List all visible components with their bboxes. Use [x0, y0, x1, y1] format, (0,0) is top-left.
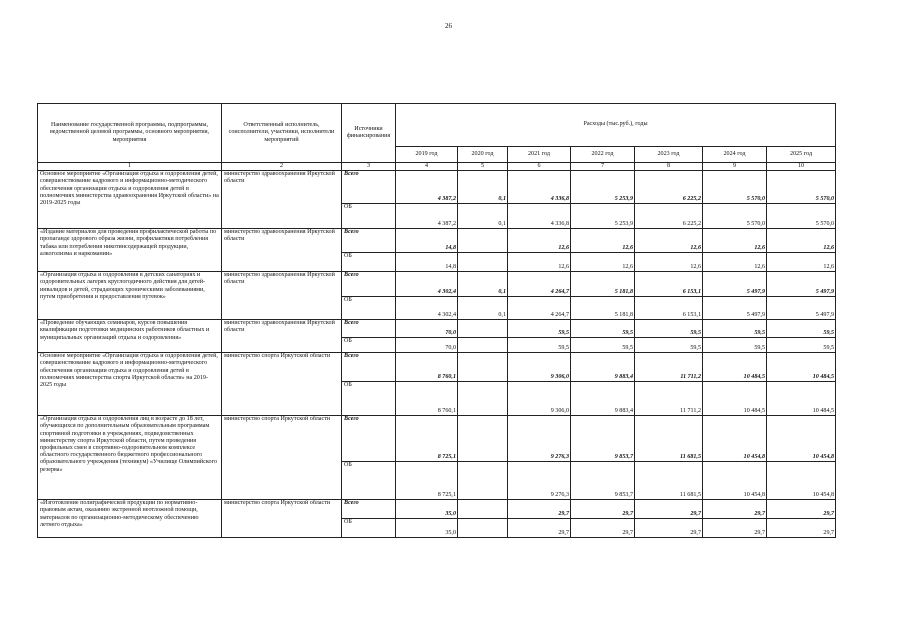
- total-value: 59,5: [767, 320, 836, 338]
- ob-value: 5 570,0: [703, 204, 767, 229]
- ob-value: 29,7: [703, 519, 767, 538]
- total-value: 29,7: [635, 500, 703, 519]
- executor: министерство здравоохранения Иркутской области: [222, 171, 342, 229]
- total-value: 6 153,1: [635, 272, 703, 297]
- source-ob-label: ОБ: [342, 253, 396, 272]
- total-value: 11 681,5: [635, 416, 703, 462]
- total-value: 35,0: [396, 500, 458, 519]
- header-year: 2024 год: [703, 147, 767, 163]
- ob-value: [458, 253, 508, 272]
- activity-name: «Организация отдыха и оздоровления лиц в возрасте до 18 лет, обучающихся по дополнительным образовательным программам спортивной подготовки в учреждениях, подведомственных министерству спорта Иркутской области, путем проведения профильных смен в спортивно-оздоровительном комплексе областного государственного бюджетного профессионального образовательного учреждения (техникум) «Училище Олимпийского резерва»: [38, 416, 222, 500]
- total-value: 10 484,5: [767, 353, 836, 382]
- column-number: 4: [396, 163, 458, 171]
- total-value: 4 302,4: [396, 272, 458, 297]
- total-value: 5 253,9: [571, 171, 635, 204]
- total-value: 59,5: [635, 320, 703, 338]
- header-name: Наименование государственной программы, подпрограммы, ведомственной целевой программы, основного мероприятия, мероприятия: [38, 104, 222, 163]
- total-value: 9 306,0: [508, 353, 571, 382]
- table-row: [38, 500, 836, 519]
- ob-value: 70,0: [396, 338, 458, 353]
- ob-value: 10 454,8: [703, 462, 767, 500]
- expenses-table: [37, 103, 836, 538]
- total-value: 10 454,8: [703, 416, 767, 462]
- total-value: 12,6: [767, 229, 836, 253]
- total-value: 10 454,8: [767, 416, 836, 462]
- source-total-label: Всего: [342, 353, 396, 382]
- activity-name: «Проведение обучающих семинаров, курсов повышения квалификации подготовки медицинских работников областных и муниципальных организаций отдыха и оздоровления»: [38, 320, 222, 353]
- total-value: 29,7: [508, 500, 571, 519]
- table-row: [38, 272, 836, 297]
- ob-value: 5 497,9: [703, 297, 767, 320]
- executor: министерство здравоохранения Иркутской области: [222, 229, 342, 272]
- total-value: 5 181,8: [571, 272, 635, 297]
- ob-value: 59,5: [571, 338, 635, 353]
- ob-value: 10 454,8: [767, 462, 836, 500]
- total-value: [458, 500, 508, 519]
- total-value: 12,6: [508, 229, 571, 253]
- total-value: 4 264,7: [508, 272, 571, 297]
- table-row: [38, 171, 836, 204]
- ob-value: 11 681,5: [635, 462, 703, 500]
- column-number: 7: [571, 163, 635, 171]
- total-value: 29,7: [767, 500, 836, 519]
- ob-value: 14,8: [396, 253, 458, 272]
- total-value: 5 570,0: [767, 171, 836, 204]
- activity-name: «Организация отдыха и оздоровления в детских санаториях и оздоровительных лагерях круглогодичного действия для детей-инвалидов и детей, страдающих хроническими заболеваниями, путем приобретения и предоставления путевок»: [38, 272, 222, 320]
- total-value: 9 276,3: [508, 416, 571, 462]
- total-value: 12,6: [703, 229, 767, 253]
- ob-value: 0,1: [458, 204, 508, 229]
- ob-value: [458, 338, 508, 353]
- header-year: 2023 год: [635, 147, 703, 163]
- header-expenses: Расходы (тыс.руб.), годы: [396, 104, 836, 147]
- total-value: 5 497,9: [767, 272, 836, 297]
- column-number: 6: [508, 163, 571, 171]
- header-year: 2019 год: [396, 147, 458, 163]
- ob-value: [458, 382, 508, 416]
- header-year: 2022 год: [571, 147, 635, 163]
- source-ob-label: ОБ: [342, 462, 396, 500]
- total-value: 59,5: [703, 320, 767, 338]
- ob-value: 29,7: [571, 519, 635, 538]
- ob-value: 9 883,4: [571, 382, 635, 416]
- ob-value: 59,5: [635, 338, 703, 353]
- page-number: 26: [445, 22, 452, 30]
- table-row: [38, 416, 836, 462]
- ob-value: 4 264,7: [508, 297, 571, 320]
- source-ob-label: ОБ: [342, 297, 396, 320]
- ob-value: 5 253,9: [571, 204, 635, 229]
- ob-value: [458, 519, 508, 538]
- table-row: [38, 353, 836, 382]
- source-total-label: Всего: [342, 229, 396, 253]
- ob-value: 12,6: [703, 253, 767, 272]
- ob-value: 9 276,3: [508, 462, 571, 500]
- total-value: 29,7: [571, 500, 635, 519]
- total-value: [458, 320, 508, 338]
- total-value: 6 225,2: [635, 171, 703, 204]
- ob-value: 10 484,5: [703, 382, 767, 416]
- column-number: 3: [342, 163, 396, 171]
- total-value: 14,8: [396, 229, 458, 253]
- activity-name: Основное мероприятие «Организация отдыха и оздоровления детей, совершенствование кадрового и информационно-методического обеспечения организации отдыха и оздоровления детей в полномочиях министерства спорта Иркутской области» на 2019-2025 годы: [38, 353, 222, 416]
- column-number: 8: [635, 163, 703, 171]
- ob-value: 59,5: [767, 338, 836, 353]
- ob-value: 29,7: [767, 519, 836, 538]
- total-value: 8 760,1: [396, 353, 458, 382]
- ob-value: 5 181,8: [571, 297, 635, 320]
- ob-value: 6 153,1: [635, 297, 703, 320]
- total-value: 11 711,2: [635, 353, 703, 382]
- total-value: 70,0: [396, 320, 458, 338]
- ob-value: 12,6: [767, 253, 836, 272]
- ob-value: 0,1: [458, 297, 508, 320]
- column-number: 2: [222, 163, 342, 171]
- activity-name: «Издание материалов для проведения профилактической работы по пропаганде здорового образа жизни, профилактики потребления табака или потребления никотинсодержащей продукции, алкоголизма и наркомании»: [38, 229, 222, 272]
- ob-value: 8 760,1: [396, 382, 458, 416]
- total-value: 5 570,0: [703, 171, 767, 204]
- ob-value: 9 853,7: [571, 462, 635, 500]
- ob-value: 5 497,9: [767, 297, 836, 320]
- source-total-label: Всего: [342, 171, 396, 204]
- executor: министерство здравоохранения Иркутской области: [222, 320, 342, 353]
- source-total-label: Всего: [342, 272, 396, 297]
- ob-value: [458, 462, 508, 500]
- ob-value: 35,0: [396, 519, 458, 538]
- activity-name: Основное мероприятие «Организация отдыха и оздоровления детей, совершенствование кадрового и информационно-методического обеспечения организации отдыха и оздоровления детей в полномочиях министерства здравоохранения Иркутской области» на 2019-2025 годы: [38, 171, 222, 229]
- total-value: 59,5: [508, 320, 571, 338]
- ob-value: 29,7: [635, 519, 703, 538]
- source-ob-label: ОБ: [342, 382, 396, 416]
- ob-value: 5 570,0: [767, 204, 836, 229]
- header-year: 2021 год: [508, 147, 571, 163]
- header-year: 2025 год: [767, 147, 836, 163]
- column-number: 1: [38, 163, 222, 171]
- total-value: 59,5: [571, 320, 635, 338]
- total-value: 8 725,1: [396, 416, 458, 462]
- ob-value: 4 302,4: [396, 297, 458, 320]
- activity-name: «Изготовление полиграфической продукции по нормативно-правовым актам, оказанию экстренной неотложной помощи, материалов по организационно-методическому обеспечению летнего отдыха»: [38, 500, 222, 538]
- header-year: 2020 год: [458, 147, 508, 163]
- column-number: 10: [767, 163, 836, 171]
- column-number: 5: [458, 163, 508, 171]
- source-ob-label: ОБ: [342, 338, 396, 353]
- total-value: 4 336,8: [508, 171, 571, 204]
- total-value: [458, 229, 508, 253]
- ob-value: 9 306,0: [508, 382, 571, 416]
- ob-value: 12,6: [508, 253, 571, 272]
- ob-value: 12,6: [571, 253, 635, 272]
- ob-value: 11 711,2: [635, 382, 703, 416]
- total-value: 9 853,7: [571, 416, 635, 462]
- total-value: 10 484,5: [703, 353, 767, 382]
- source-total-label: Всего: [342, 500, 396, 519]
- ob-value: 6 225,2: [635, 204, 703, 229]
- total-value: 12,6: [571, 229, 635, 253]
- table-row: [38, 229, 836, 253]
- total-value: 12,6: [635, 229, 703, 253]
- total-value: 0,1: [458, 171, 508, 204]
- ob-value: 10 484,5: [767, 382, 836, 416]
- total-value: 0,1: [458, 272, 508, 297]
- total-value: 9 883,4: [571, 353, 635, 382]
- executor: министерство спорта Иркутской области: [222, 500, 342, 538]
- source-total-label: Всего: [342, 320, 396, 338]
- ob-value: 12,6: [635, 253, 703, 272]
- source-total-label: Всего: [342, 416, 396, 462]
- ob-value: 59,5: [703, 338, 767, 353]
- source-ob-label: ОБ: [342, 519, 396, 538]
- header-source: Источники финансирования: [342, 104, 396, 163]
- ob-value: 29,7: [508, 519, 571, 538]
- executor: министерство спорта Иркутской области: [222, 353, 342, 416]
- column-number: 9: [703, 163, 767, 171]
- total-value: [458, 416, 508, 462]
- ob-value: 4 387,2: [396, 204, 458, 229]
- ob-value: 8 725,1: [396, 462, 458, 500]
- total-value: 5 497,9: [703, 272, 767, 297]
- table-row: [38, 320, 836, 338]
- header-executor: Ответственный исполнитель, соисполнители, участники, исполнители мероприятий: [222, 104, 342, 163]
- total-value: [458, 353, 508, 382]
- ob-value: 59,5: [508, 338, 571, 353]
- executor: министерство спорта Иркутской области: [222, 416, 342, 500]
- source-ob-label: ОБ: [342, 204, 396, 229]
- executor: министерство здравоохранения Иркутской области: [222, 272, 342, 320]
- ob-value: 4 336,8: [508, 204, 571, 229]
- total-value: 29,7: [703, 500, 767, 519]
- total-value: 4 387,2: [396, 171, 458, 204]
